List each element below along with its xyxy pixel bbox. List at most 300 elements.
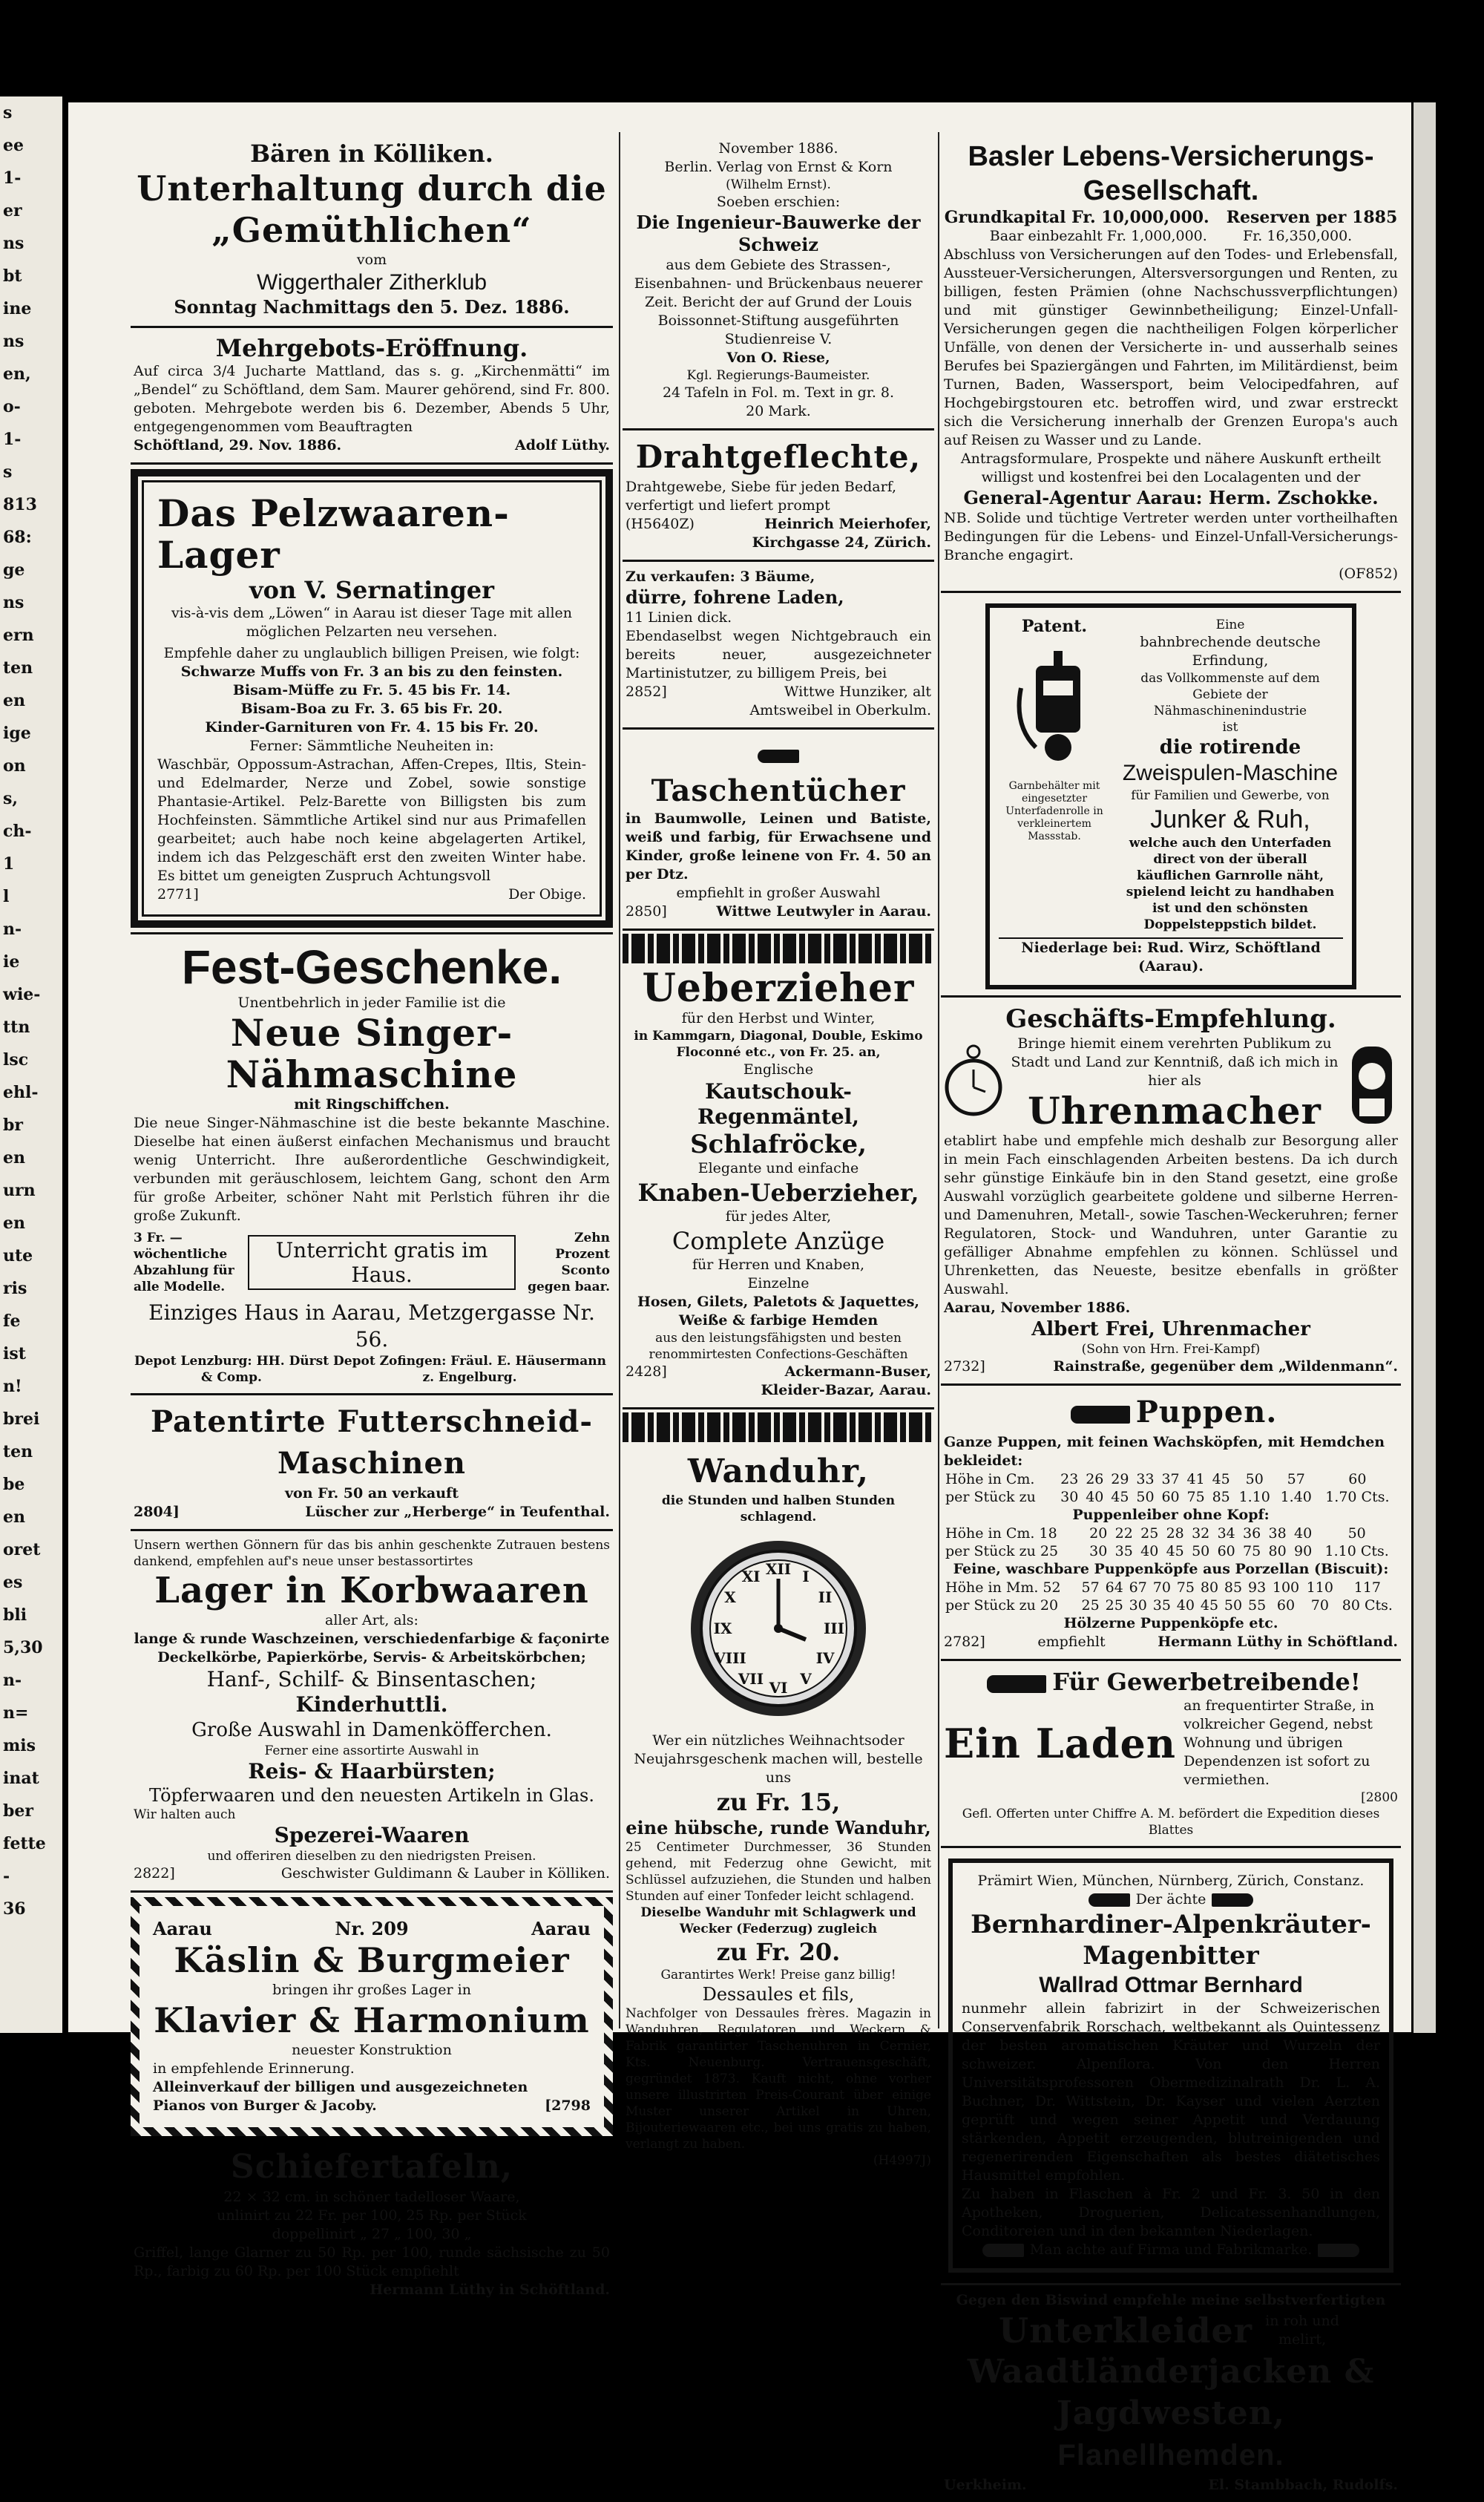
table-cell: 40	[1176, 1597, 1195, 1614]
table-cell: per Stück zu 25	[945, 1543, 1059, 1559]
table-cell: 50	[1245, 1471, 1264, 1487]
column-rule	[619, 132, 620, 2028]
table-cell: 25	[1140, 1525, 1159, 1542]
strip-fragment: en	[3, 1507, 25, 1527]
ad-text: Ferner eine assortirte Auswahl in	[264, 1743, 479, 1758]
pocket-watch-icon	[944, 1043, 1003, 1124]
ad-wanduhr	[623, 1445, 934, 2176]
ad-number: 2428]	[626, 1363, 667, 1380]
table-row	[944, 1597, 1398, 1614]
ad-place: Uerkheim.	[944, 2477, 1027, 2493]
table-cell: 1.10 Cts.	[1324, 1543, 1389, 1559]
strip-fragment: ute	[3, 1246, 33, 1265]
ad-number: 2822]	[134, 1865, 175, 1882]
ad-text: Pianos von Burger & Jacoby.	[153, 2097, 377, 2114]
ad-text: Knaben-Ueberzieher,	[637, 1179, 919, 1207]
ad-text: Hosen, Gilets, Paletots & Jaquettes, Weiße & farbige Hemden	[637, 1294, 920, 1329]
ad-text: Waschbär, Oppossum-Astrachan, Affen-Crepes, Iltis, Stein- und Edelmarder, Nerze und Zobel, sowie sonstige Phantasie-Artikel. Pelz-Barette von Billigsten bis zum Hochfeinsten. Sämmtliche Artikel sind nur aus Primafellen gearbeitet; auch habe noch keine abgelagerten Artikel, indem ich das Pelzgeschäft erst den zweiten Winter habe. Es bittet um geneigten Zuspruch Achtungsvoll	[157, 756, 586, 884]
decorative-border	[623, 934, 934, 963]
ad-text: lange & runde Waschzeinen, verschiedenfarbige & façonirte Deckelkörbe, Papierkörbe, Servis- & Arbeitskörbchen;	[134, 1631, 610, 1666]
strip-fragment: ine	[3, 299, 32, 318]
table-cell: 30	[1129, 1597, 1147, 1614]
table-cell: 117	[1353, 1579, 1381, 1596]
table-cell: Höhe in Cm. 18	[945, 1525, 1057, 1542]
table-cell: 34	[1217, 1525, 1235, 1542]
table-cell: 80	[1200, 1579, 1219, 1596]
ad-text: Bringe hiemit einem verehrten Publikum zu Stadt und Land zur Kenntniß, daß ich mich in hier als	[1011, 1035, 1339, 1089]
ad-text: Ferner: Sämmtliche Neuheiten in:	[249, 738, 494, 754]
ad-price: zu Fr. 20.	[716, 1938, 841, 1966]
strip-fragment: 1-	[3, 168, 22, 188]
table-row	[944, 1579, 1398, 1597]
ad-text: aller Art, als:	[325, 1612, 418, 1628]
table-cell: 85	[1224, 1579, 1243, 1596]
ad-label: Patent.	[1021, 617, 1088, 636]
ad-title: Drahtgeflechte,	[635, 439, 922, 475]
ad-left: 3 Fr. — wöchentliche Abzahlung für alle Modelle.	[134, 1231, 234, 1294]
ad-text: etablirt habe und empfehle mich deshalb zur Besorgung aller in mein Fach einschlagenden Arbeiten bestens. Da ich durch sehr günstige Einkäufe bin in den Stand gesetzt, eine große Auswahl vorzüglich gearbeitete goldene und silberne Herren- und Damenuhren, Metall-, sowie Taschen-Weckeruhren; ferner Regulatoren, Stock- und Wanduhren, unter Garantie zu gefälliger Abnahme empfehlen zu können. Schlüssel und Uhrenketten, das Neueste, besitze ebenfalls in größter Auswahl.	[944, 1133, 1398, 1297]
ad-text: Wir halten auch	[134, 1807, 236, 1822]
pointing-hand-icon	[982, 2244, 1024, 2257]
ad-schiefer	[131, 2141, 613, 2307]
ad-text: Man achte auf Firma und Fabrikmarke.	[1029, 2241, 1313, 2258]
ad-item: Bisam-Boa zu Fr. 3. 65 bis Fr. 20.	[240, 701, 503, 717]
strip-fragment: urn	[3, 1181, 36, 1200]
ad-title: Taschentücher	[651, 773, 906, 808]
strip-fragment: s,	[3, 789, 19, 808]
ad-item: Schwarze Muffs von Fr. 3 an bis zu den feinsten.	[180, 664, 563, 680]
strip-fragment: ten	[3, 658, 33, 678]
ad-title: Waadtländerjacken & Jagdwesten,	[967, 2353, 1375, 2432]
pointing-hand-icon	[1318, 2244, 1359, 2257]
ad-sub: mit Ringschiffchen.	[294, 1096, 450, 1113]
ad-text: 24 Tafeln in Fol. m. Text in gr. 8.	[662, 384, 895, 401]
table-row	[944, 1542, 1398, 1560]
ad-title: Zweispulen-Maschine	[1122, 761, 1339, 785]
ad-title: Bernhardiner-Alpenkräuter-Magenbitter	[971, 1910, 1371, 1971]
strip-fragment: ttn	[3, 1018, 30, 1037]
ad-title: Fest-Geschenke.	[181, 940, 562, 994]
ad-title: Basler Lebens-Versicherungs-Gesellschaft.	[968, 141, 1374, 206]
ad-text: Ebendaselbst wegen Nichtgebrauch ein bereits neuer, ausgezeichneter Martinistutzer, zu billigem Preis, bei	[626, 628, 931, 681]
svg-text:IX: IX	[713, 1620, 732, 1637]
ad-big: Ein Laden	[944, 1719, 1177, 1767]
ad-text: dürre, fohrene Laden,	[626, 586, 844, 608]
ad-product: Klavier & Harmonium	[154, 2000, 590, 2040]
ad-text: für den Herbst und Winter,	[681, 1010, 876, 1026]
ad-center: Unterricht gratis im Haus.	[248, 1235, 516, 1290]
ad-text: Soeben erschien:	[716, 194, 841, 210]
pointing-hand-icon	[1089, 1893, 1130, 1907]
svg-text:III: III	[823, 1620, 845, 1637]
ad-futter	[131, 1395, 613, 1531]
ad-text: Abschluss von Versicherungen auf den Todes- und Erlebensfall, Aussteuer-Versicherungen, Altersversorgungen und Renten, zu billigen, festen Prämien (ohne Nachschussverpflichtungen) und mit günstiger Gewinnbetheiligung; Einzel-Unfall-Versicherungen gegen die nachtheiligen Folgen körperlicher Unfälle, von denen der Versicherte in- und ausserhalb seines Berufes bei Spaziergängen und Fahrten, im Militärdienst, beim Turnen, Baden, Wassersport, beim Velocipedfahren, auf Hochgebirgstouren etc. betroffen wird, und zwar erstreckt sich die Versicherung innerhalb der Grenzen Europa's auch auf Reisen zu Wasser und zu Lande.	[944, 246, 1398, 448]
column-2	[623, 134, 934, 2176]
table-cell: 45	[1212, 1471, 1230, 1487]
ad-number: 2782]	[944, 1634, 985, 1650]
table-cell: 75	[1176, 1579, 1195, 1596]
ad-depot: Depot Lenzburg: HH. Dürst & Comp.	[134, 1354, 329, 1385]
column-3	[941, 134, 1401, 2502]
table-cell: 50	[1192, 1543, 1210, 1559]
ad-text: bahnbrechende deutsche Erfindung,	[1140, 634, 1321, 669]
ad-number: 2852]	[626, 684, 667, 700]
ad-text: neuester Konstruktion	[292, 2042, 452, 2058]
ad-text: Töpferwaaren und den neuesten Artikeln in Glas.	[149, 1785, 594, 1806]
strip-fragment: on	[3, 756, 26, 776]
ad-text: für Familien und Gewerbe, von	[1131, 788, 1330, 803]
table-cell: Höhe in Cm.	[945, 1471, 1035, 1487]
strip-fragment: -	[3, 1867, 10, 1886]
strip-fragment: en	[3, 1148, 25, 1168]
strip-fragment: s	[3, 462, 13, 482]
ad-signature: Ackermann-Buser, Kleider-Bazar, Aarau.	[761, 1363, 931, 1398]
table-cell: 20	[1089, 1525, 1108, 1542]
ad-text: Elegante und einfache	[697, 1160, 859, 1176]
ad-price: zu Fr. 15,	[716, 1788, 841, 1816]
table-cell: 37	[1161, 1471, 1180, 1487]
ad-signature: Wittwe Hunziker, alt Amtsweibel in Oberkulm.	[749, 684, 931, 718]
column-1	[131, 134, 613, 2307]
table-cell: 35	[1114, 1543, 1133, 1559]
ad-signature: Geschwister Guldimann & Lauber in Kölliken.	[280, 1865, 610, 1882]
svg-text:XII: XII	[765, 1560, 792, 1578]
ad-text: Reis- & Haarbürsten;	[248, 1759, 496, 1784]
ad-intro: Empfehle daher zu unglaublich billigen Preisen, wie folgt:	[163, 645, 580, 661]
strip-fragment: lsc	[3, 1050, 29, 1070]
svg-text:VII: VII	[738, 1670, 764, 1688]
table-cell: 85	[1212, 1489, 1230, 1505]
strip-fragment: ehl-	[3, 1083, 39, 1102]
ad-text: empfiehlt in großer Auswahl	[676, 885, 881, 901]
ad-nr: Nr. 209	[335, 1918, 409, 1939]
wall-clock-icon	[686, 1536, 871, 1721]
ad-text: Gefl. Offerten unter Chiffre A. M. befördert die Expedition dieses Blattes	[962, 1807, 1380, 1838]
ad-title: Schiefertafeln,	[230, 2148, 513, 2186]
ad-place: Aarau	[153, 1918, 212, 1939]
strip-fragment: fe	[3, 1311, 21, 1331]
ad-date: Sonntag Nachmittags den 5. Dez. 1886.	[174, 296, 570, 318]
ad-text: 20 Mark.	[746, 403, 811, 419]
ad-place: Schöftland, 29. Nov. 1886.	[134, 437, 342, 453]
ad-text: 25 Centimeter Durchmesser, 36 Stunden gehend, mit Federzug ohne Gewicht, mit Schlüssel aufzuziehen, die Stunden und halben Stunden auf einer Tonfeder leicht schlagend.	[626, 1840, 931, 1904]
ad-title: Die Ingenieur-Bauwerke der Schweiz	[636, 212, 921, 255]
ad-text: Die neue Singer-Nähmaschine ist die beste bekannte Maschine. Dieselbe hat einen äußerst einfachen Mechanismus und braucht wenig Unterricht. Ihre außerordentliche Geschwindigkeit, verbunden mit geräuschlosem, leichtem Gang, schont den Arm für große Arbeiter, schöner Naht mit Perlstich führen ihr die große Zukunft.	[134, 1115, 610, 1224]
table-cell: 36	[1243, 1525, 1261, 1542]
ad-signature: Hermann Lüthy in Schöftland.	[1158, 1634, 1398, 1650]
ad-headline: Unterhaltung durch die „Gemüthlichen“	[137, 168, 607, 250]
strip-fragment: l	[3, 887, 10, 906]
ad-kaeslin	[131, 1897, 613, 2136]
ad-text: unlinirt zu 22 Fr. per 100, 25 Rp. per Stück	[217, 2207, 527, 2224]
ad-puppen	[941, 1386, 1401, 1661]
ad-signature: Adolf Lüthy.	[515, 437, 610, 453]
svg-text:VI: VI	[769, 1679, 788, 1697]
ad-text: Der ächte	[1135, 1891, 1206, 1907]
ad-text: Eine	[1215, 618, 1245, 632]
ad-title: Flanellhemden.	[1057, 2439, 1284, 2472]
ad-name: Albert Frei, Uhrenmacher	[1031, 1318, 1310, 1340]
strip-fragment: fette	[3, 1834, 46, 1853]
strip-fragment: 1	[3, 854, 15, 874]
ad-text: Englische	[743, 1061, 814, 1078]
ad-text: ist	[1222, 720, 1238, 735]
ad-text: Griffel, lange Glarner zu 50 Rp. per 100, runde sächsische zu 50 Rp., farbig zu 60 Rp. per 100 Stück empfiehlt	[134, 2244, 610, 2279]
ad-text: Hanf-, Schilf- & Binsentaschen;	[206, 1667, 537, 1692]
ad-text: Schlafröcke,	[690, 1130, 867, 1159]
table-cell: 70	[1310, 1597, 1329, 1614]
strip-fragment: ge	[3, 560, 25, 580]
svg-text:VIII: VIII	[714, 1649, 746, 1667]
ad-text: Unentbehrlich in jeder Familie ist die	[237, 995, 506, 1011]
ad-code: (OF852)	[1339, 566, 1398, 582]
strip-fragment: ee	[3, 136, 24, 155]
ad-header: Ganze Puppen, mit feinen Wachsköpfen, mit Hemdchen bekleidet:	[944, 1434, 1385, 1469]
ad-title: Wanduhr,	[687, 1453, 870, 1490]
strip-fragment: bt	[3, 266, 22, 286]
ad-item: Bisam-Müffe zu Fr. 5. 45 bis Fr. 14.	[232, 682, 511, 698]
pointing-hand-icon	[758, 750, 799, 763]
table-cell: 57	[1081, 1579, 1100, 1596]
strip-fragment: ns	[3, 593, 24, 612]
table-cell: 50	[1347, 1525, 1366, 1542]
strip-fragment: ris	[3, 1279, 27, 1298]
ad-title: Käslin & Burgmeier	[174, 1940, 570, 1980]
strip-fragment: s	[3, 103, 13, 122]
ad-title: Lager in Korbwaaren	[154, 1570, 589, 1611]
strip-fragment: 1-	[3, 430, 22, 449]
ad-text: Complete Anzüge	[672, 1227, 885, 1255]
page-edge	[1414, 102, 1436, 2033]
ad-title: Geschäfts-Empfehlung.	[1005, 1004, 1336, 1034]
strip-fragment: ch-	[3, 822, 32, 841]
ad-laden	[941, 1661, 1401, 1848]
price-table	[944, 1470, 1398, 1506]
ad-patent	[985, 603, 1356, 989]
ad-title: Bären in Kölliken.	[250, 140, 493, 168]
price-table	[944, 1579, 1398, 1614]
ad-text: von Fr. 50 an verkauft	[285, 1485, 459, 1501]
ad-text: (Wilhelm Ernst).	[726, 177, 831, 192]
table-cell: 57	[1287, 1471, 1305, 1487]
ad-text: die rotirende	[1159, 736, 1301, 759]
ad-text: Einzelne	[747, 1275, 810, 1291]
ad-text: Auf circa 3/4 Jucharte Mattland, das s. g. „Kirchenmätti“ im „Bendel“ zu Schöftland, dem Sam. Maurer gehörend, sind Fr. 800. geboten. Mehrgebote werden bis 6. Dezember, Abends 5 Uhr, entgegengenommen vom Beauftragten	[134, 363, 610, 435]
ad-item: Kinder-Garnituren von Fr. 4. 15 bis Fr. 20.	[205, 719, 539, 736]
ad-signature: Wittwe Leutwyler in Aarau.	[716, 903, 931, 920]
ad-text: Dieselbe Wanduhr mit Schlagwerk und Wecker (Federzug) zugleich	[640, 1905, 916, 1936]
table-cell: 45	[1166, 1543, 1184, 1559]
ad-text: an frequentirter Straße, in volkreicher Gegend, nebst Wohnung und übrigen Dependenzen ist sofort zu vermiethen.	[1183, 1697, 1375, 1788]
ad-draht	[623, 430, 934, 562]
ad-text: Drahtgewebe, Siebe für jeden Bedarf, verfertigt und liefert prompt	[626, 479, 897, 514]
ad-firm: Junker & Ruh,	[1150, 805, 1310, 834]
ad-korb	[131, 1531, 613, 1893]
table-cell: 25	[1105, 1597, 1123, 1614]
ad-unterkleider	[941, 2283, 1401, 2502]
strip-fragment: brei	[3, 1409, 40, 1429]
svg-text:I: I	[802, 1568, 810, 1585]
table-cell: 41	[1186, 1471, 1205, 1487]
mantel-clock-icon	[1346, 1039, 1398, 1128]
table-cell: 1.70 Cts.	[1325, 1489, 1390, 1505]
strip-fragment: inat	[3, 1769, 39, 1788]
ad-text: Garantirtes Werk! Preise ganz billig!	[660, 1968, 896, 1982]
table-cell: 110	[1306, 1579, 1333, 1596]
ad-signature: Heinrich Meierhofer, Kirchgasse 24, Zürich.	[752, 516, 931, 551]
ad-text: Alleinverkauf der billigen und ausgezeichneten	[153, 2079, 528, 2095]
table-cell: 80 Cts.	[1342, 1597, 1393, 1614]
ad-text: Kgl. Regierungs-Baumeister.	[686, 368, 870, 383]
strip-fragment: n-	[3, 920, 22, 939]
ad-ueberzieher	[623, 966, 934, 1409]
ad-title: Puppen.	[1135, 1395, 1278, 1430]
ad-author: Von O. Riese,	[726, 350, 830, 366]
ad-text: aus dem Gebiete des Strassen-, Eisenbahnen- und Brückenbaus neuerer Zeit. Bericht der auf Grund der Louis Boissonnet-Stiftung ausgeführten Studienreise V.	[634, 257, 923, 347]
strip-fragment: n=	[3, 1703, 29, 1723]
ad-text: das Vollkommenste auf dem Gebiete der Nähmaschinenindustrie	[1140, 671, 1320, 718]
ad-club: Wiggerthaler Zitherklub	[256, 270, 487, 295]
table-cell: 60	[1161, 1489, 1180, 1505]
table-cell: 90	[1294, 1543, 1313, 1559]
ad-signature: Hermann Lüthy in Schöftland.	[370, 2282, 610, 2298]
svg-text:V: V	[800, 1670, 812, 1688]
ad-text: 22 × 32 cm. in schöner tadelloser Waare,	[223, 2189, 520, 2205]
ad-text: 11 Linien dick.	[626, 609, 732, 626]
ad-text: Wer ein nützliches Weihnachtsoder Neujahrsgeschenk machen will, bestelle uns	[634, 1732, 923, 1786]
ad-text: nunmehr allein fabrizirt in der Schweizerischen Conservenfabrik Rorschach, weltbekannt als Quintessenz der besten aromatischen Kräuter und Wurzeln der schweizer. Alpenflora. Von den Herren Universitätsprofessoren Obermedizinalrath Dr. L. A. Buchner, Dr. Wittstein, Dr. Kayser und vielen Aerzten geprüft und wegen seiner Appetit und Verdauung stärkenden, Appetit erzeugenden, blutreinigenden und regenerirenden Eigenschaften als bestes diätetisches Hausmittel empfohlen.	[962, 2000, 1380, 2184]
ad-text: für Herren und Knaben,	[692, 1257, 864, 1273]
strip-fragment: ns	[3, 332, 24, 351]
ad-place: Aarau	[531, 1918, 591, 1939]
strip-fragment: 813	[3, 495, 37, 514]
table-cell: 40	[1140, 1543, 1159, 1559]
table-cell: 55	[1247, 1597, 1267, 1614]
pointing-hand-icon	[987, 1675, 1046, 1693]
ad-signature: Der Obige.	[508, 886, 586, 903]
table-cell: 80	[1268, 1543, 1287, 1559]
table-cell: 32	[1192, 1525, 1210, 1542]
table-cell: 23	[1060, 1471, 1079, 1487]
strip-fragment: 5,30	[3, 1638, 43, 1657]
table-row	[944, 1470, 1398, 1488]
ad-depot: Niederlage bei: Rud. Wirz, Schöftland (Aarau).	[999, 937, 1343, 976]
table-cell: 40	[1294, 1525, 1313, 1542]
table-cell: 26	[1086, 1471, 1104, 1487]
table-cell: 33	[1136, 1471, 1155, 1487]
strip-fragment: be	[3, 1475, 25, 1494]
ad-text: November 1886.	[718, 140, 838, 157]
ad-text: vom	[356, 252, 387, 268]
ad-text: aus den leistungsfähigsten und besten renommirtesten Confections-Geschäften	[649, 1331, 908, 1362]
ad-fest	[131, 932, 613, 1395]
ad-uhrmacher	[941, 995, 1401, 1386]
sewing-spool-icon	[1006, 636, 1103, 777]
ad-bitter	[948, 1859, 1393, 2273]
table-cell: 35	[1152, 1597, 1171, 1614]
table-cell: 25	[1081, 1597, 1100, 1614]
table-cell: 50	[1224, 1597, 1243, 1614]
ad-text: Zu haben in Flaschen à Fr. 2 und Fr. 3. 50 in den Apotheken, Droguerien, Delicatessenhandlungen, Conditoreien und in den bekannten Niederlagen.	[962, 2186, 1380, 2239]
table-cell: 67	[1129, 1579, 1147, 1596]
table-row	[944, 1525, 1398, 1542]
strip-fragment: 68:	[3, 528, 32, 547]
table-cell: 45	[1111, 1489, 1129, 1505]
ad-agency: General-Agentur Aarau: Herm. Zschokke.	[963, 487, 1379, 508]
ad-text: Kautschouk-Regenmäntel,	[697, 1079, 860, 1129]
table-cell: 38	[1268, 1525, 1287, 1542]
ad-text: in Baumwolle, Leinen und Batiste, weiß und farbig, für Erwachsene und Kinder, große leinene von Fr. 4. 50 an per Dtz.	[626, 810, 931, 882]
table-cell: 30	[1089, 1543, 1108, 1559]
ad-text: Nachfolger von Dessaules frères. Magazin in Wanduhren, Regulatoren und Weckern & Fabrik garantirter Taschenuhren in Cernier, Kts. Neuenburg. Vertrauensgeschäft, gegründet 1873. Kauft nicht, ohne vorher unsere illustrirten Preis-Courant über einige Muster unserer Artikel in Uhren, Bijouteriewaaren etc., bei uns gratis zu haben, verlangt zu haben.	[626, 2006, 931, 2152]
ad-code: (H5640Z)	[626, 516, 695, 532]
table-cell: 45	[1200, 1597, 1219, 1614]
table-cell: 75	[1186, 1489, 1205, 1505]
strip-fragment: en	[3, 691, 25, 710]
strip-fragment: n!	[3, 1377, 22, 1396]
strip-fragment: ten	[3, 1442, 33, 1461]
ad-text: Große Auswahl in Damenköfferchen.	[191, 1719, 552, 1741]
ad-code: (H4997J)	[873, 2153, 931, 2168]
ad-title: Unterkleider	[998, 2311, 1253, 2351]
table-cell: 29	[1111, 1471, 1129, 1487]
table-cell: 100	[1272, 1579, 1300, 1596]
ad-big: Uhrenmacher	[1028, 1089, 1322, 1133]
ad-number: 2771]	[157, 886, 199, 903]
ad-number: 2804]	[134, 1504, 180, 1520]
ad-signature: Lüscher zur „Herberge“ in Teufenthal.	[305, 1504, 610, 1520]
strip-fragment: n-	[3, 1671, 22, 1690]
ad-von: von V. Sernatinger	[249, 576, 494, 604]
ad-text: in empfehlende Erinnerung.	[153, 2060, 355, 2077]
strip-fragment: er	[3, 201, 22, 220]
ad-firm: Dessaules et fils,	[702, 1984, 855, 2005]
strip-fragment: 36	[3, 1899, 26, 1919]
ad-text: und offeriren dieselben zu den niedrigsten Preisen.	[207, 1849, 536, 1864]
pointing-hand-icon	[1071, 1406, 1130, 1424]
svg-text:IV: IV	[815, 1649, 835, 1667]
pointing-hand-icon	[1212, 1893, 1253, 1907]
ad-text: Unsern werthen Gönnern für das bis anhin geschenkte Zutrauen bestens dankend, empfehlen auf's neue unser bestassortirtes	[134, 1538, 610, 1569]
svg-text:XI: XI	[741, 1568, 761, 1585]
table-cell: 22	[1114, 1525, 1133, 1542]
ad-haus: Einziges Haus in Aarau, Metzgergasse Nr. 56.	[148, 1300, 595, 1352]
ad-address: Rainstraße, gegenüber dem „Wildenmann“.	[1053, 1358, 1398, 1375]
strip-fragment: ns	[3, 234, 24, 253]
ad-baeren	[131, 134, 613, 328]
strip-fragment: bli	[3, 1605, 27, 1625]
strip-fragment: ie	[3, 952, 20, 972]
newspaper-page	[68, 102, 1411, 2493]
ad-caption: Garnbehälter mit eingesetzter Unterfadenrolle in verkleinertem Massstab.	[1005, 780, 1103, 842]
ad-number: [2800	[1361, 1790, 1398, 1805]
strip-fragment: o-	[3, 397, 21, 416]
ad-text: Kinderhuttli.	[295, 1692, 448, 1717]
ad-signature: El. Stambbach, Rudolfs.	[1208, 2477, 1398, 2493]
table-cell: 60	[1276, 1597, 1296, 1614]
ad-text: Baar einbezahlt Fr. 1,000,000. Fr. 16,350,000.	[989, 228, 1353, 244]
decorative-border	[623, 1412, 934, 1442]
strip-fragment: en,	[3, 364, 31, 384]
ad-header: Hölzerne Puppenköpfe etc.	[1063, 1615, 1278, 1631]
ad-text: für jedes Alter,	[725, 1208, 832, 1225]
ad-basler	[941, 134, 1401, 593]
strip-fragment: ern	[3, 626, 34, 645]
ad-title: Das Pelzwaaren-Lager	[157, 491, 510, 577]
ad-mehrgebot	[131, 328, 613, 465]
ad-text: bringen ihr großes Lager in	[272, 1982, 471, 1998]
ad-number: 2850]	[626, 903, 667, 920]
